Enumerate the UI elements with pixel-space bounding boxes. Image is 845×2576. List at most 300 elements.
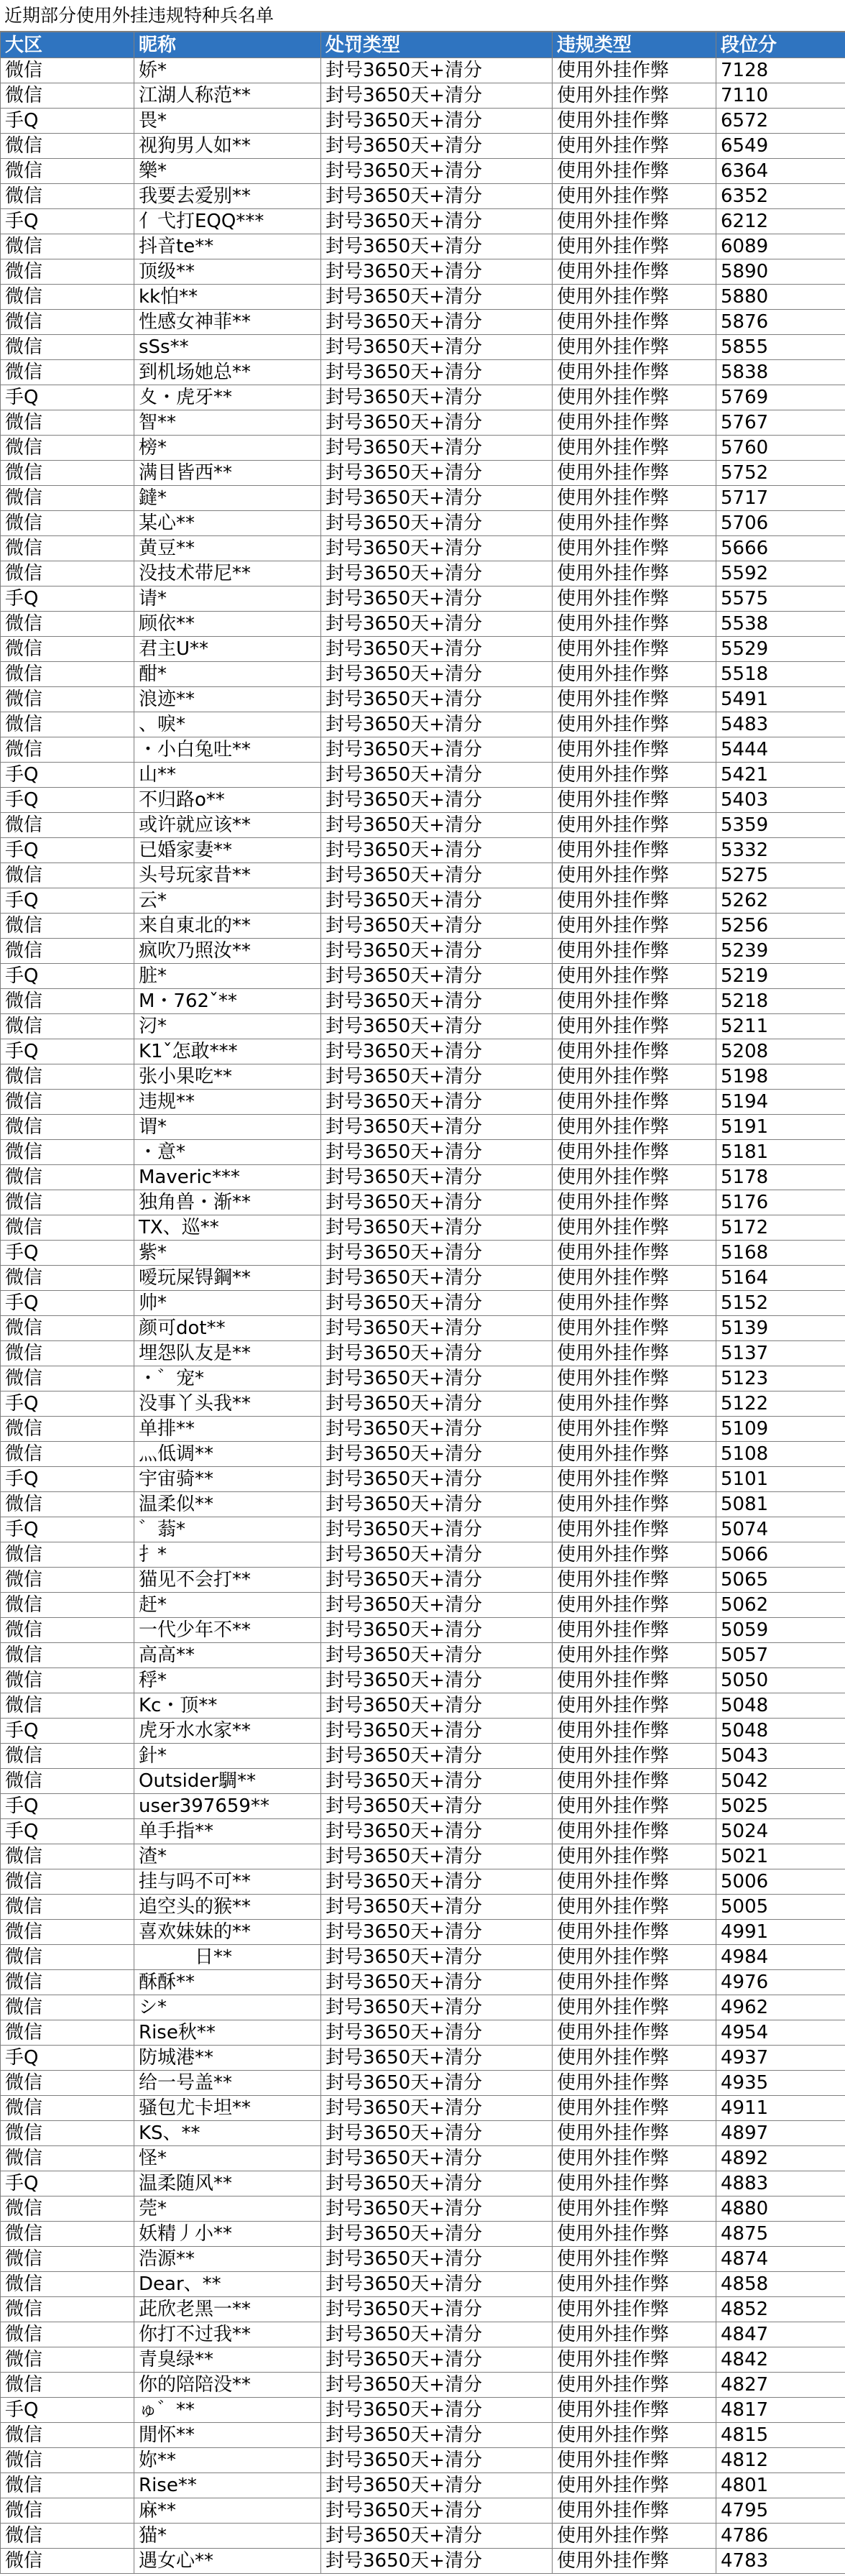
nickname-cell: Maveric***: [134, 1165, 321, 1190]
violation-cell: 使用外挂作弊: [553, 813, 716, 838]
nickname-cell: 已婚家妻**: [134, 838, 321, 863]
rank-score-cell: 5666: [716, 536, 845, 561]
nickname-cell: 我要去爱别**: [134, 184, 321, 209]
region-cell: 手Q: [1, 1291, 134, 1316]
rank-score-cell: 4795: [716, 2498, 845, 2524]
rank-score-cell: 4842: [716, 2347, 845, 2373]
table-row: [1, 259, 845, 285]
rank-score-cell: 6089: [716, 234, 845, 259]
table-row: [1, 2096, 845, 2121]
violation-cell: 使用外挂作弊: [553, 1417, 716, 1442]
penalty-cell: 封号3650天+清分: [321, 2423, 553, 2448]
table-row: [1, 1844, 845, 1869]
table-row: [1, 1995, 845, 2020]
region-cell: 微信: [1, 989, 134, 1014]
violation-cell: 使用外挂作弊: [553, 385, 716, 410]
nickname-cell: 猫*: [134, 2524, 321, 2549]
rank-score-cell: 4817: [716, 2398, 845, 2423]
violation-cell: 使用外挂作弊: [553, 1014, 716, 1039]
rank-score-cell: 5198: [716, 1064, 845, 1090]
region-cell: 微信: [1, 637, 134, 662]
penalty-cell: 封号3650天+清分: [321, 2071, 553, 2096]
penalty-cell: 封号3650天+清分: [321, 1090, 553, 1115]
region-cell: 微信: [1, 1115, 134, 1140]
penalty-cell: 封号3650天+清分: [321, 2247, 553, 2272]
table-row: [1, 1517, 845, 1542]
nickname-cell: 单排**: [134, 1417, 321, 1442]
rank-score-cell: 5332: [716, 838, 845, 863]
violation-cell: 使用外挂作弊: [553, 1316, 716, 1341]
region-cell: 微信: [1, 1215, 134, 1241]
rank-score-cell: 4883: [716, 2171, 845, 2196]
table-header-row: [1, 32, 845, 58]
violation-cell: 使用外挂作弊: [553, 285, 716, 310]
rank-score-cell: 7110: [716, 83, 845, 109]
nickname-cell: kk怕**: [134, 285, 321, 310]
penalty-cell: 封号3650天+清分: [321, 536, 553, 561]
rank-score-cell: 4937: [716, 2046, 845, 2071]
nickname-cell: 榜*: [134, 436, 321, 461]
rank-score-cell: 6549: [716, 134, 845, 159]
penalty-cell: 封号3650天+清分: [321, 2549, 553, 2574]
nickname-cell: 骚包尤卡坦**: [134, 2096, 321, 2121]
table-row: [1, 1165, 845, 1190]
nickname-cell: 没事丫头我**: [134, 1392, 321, 1417]
region-cell: 微信: [1, 1064, 134, 1090]
rank-score-cell: 4815: [716, 2423, 845, 2448]
penalty-cell: 封号3650天+清分: [321, 2398, 553, 2423]
table-row: [1, 234, 845, 259]
nickname-cell: 性感女神菲**: [134, 310, 321, 335]
nickname-cell: 温柔似**: [134, 1492, 321, 1517]
rank-score-cell: 4801: [716, 2473, 845, 2498]
nickname-cell: 遇女心**: [134, 2549, 321, 2574]
table-row: [1, 1744, 845, 1769]
violation-cell: 使用外挂作弊: [553, 2146, 716, 2171]
table-row: [1, 1668, 845, 1693]
rank-score-cell: 5717: [716, 486, 845, 511]
table-row: [1, 1064, 845, 1090]
table-row: [1, 2046, 845, 2071]
violation-cell: 使用外挂作弊: [553, 1593, 716, 1618]
rank-score-cell: 4962: [716, 1995, 845, 2020]
penalty-cell: 封号3650天+清分: [321, 1467, 553, 1492]
violation-cell: 使用外挂作弊: [553, 109, 716, 134]
nickname-cell: 云*: [134, 888, 321, 914]
table-row: [1, 2473, 845, 2498]
table-row: [1, 788, 845, 813]
region-cell: 微信: [1, 2423, 134, 2448]
nickname-cell: 紫*: [134, 1241, 321, 1266]
rank-score-cell: 5752: [716, 461, 845, 486]
region-cell: 微信: [1, 1920, 134, 1945]
violation-cell: 使用外挂作弊: [553, 788, 716, 813]
table-row: [1, 712, 845, 737]
table-row: [1, 2146, 845, 2171]
nickname-cell: 亻弋打EQQ***: [134, 209, 321, 234]
table-row: [1, 1895, 845, 1920]
header-nickname: 昵称: [134, 32, 321, 58]
region-cell: 手Q: [1, 788, 134, 813]
table-row: [1, 134, 845, 159]
nickname-cell: 埋怨队友是**: [134, 1341, 321, 1366]
violation-cell: 使用外挂作弊: [553, 1819, 716, 1844]
region-cell: 微信: [1, 612, 134, 637]
nickname-cell: 单手指**: [134, 1819, 321, 1844]
penalty-cell: 封号3650天+清分: [321, 385, 553, 410]
nickname-cell: 宇宙骑**: [134, 1467, 321, 1492]
table-row: [1, 2071, 845, 2096]
rank-score-cell: 4991: [716, 1920, 845, 1945]
nickname-cell: 酣*: [134, 662, 321, 687]
penalty-cell: 封号3650天+清分: [321, 2196, 553, 2222]
region-cell: 手Q: [1, 1241, 134, 1266]
region-cell: 微信: [1, 234, 134, 259]
penalty-cell: 封号3650天+清分: [321, 561, 553, 586]
rank-score-cell: 7128: [716, 58, 845, 83]
region-cell: 微信: [1, 1970, 134, 1995]
nickname-cell: 没技术带尼**: [134, 561, 321, 586]
table-row: [1, 1266, 845, 1291]
table-row: [1, 1291, 845, 1316]
table-row: [1, 1769, 845, 1794]
region-cell: 微信: [1, 687, 134, 712]
nickname-cell: M・762ˇ**: [134, 989, 321, 1014]
region-cell: 微信: [1, 1895, 134, 1920]
table-row: [1, 1442, 845, 1467]
nickname-cell: 你的陪陪没**: [134, 2373, 321, 2398]
penalty-cell: 封号3650天+清分: [321, 1316, 553, 1341]
table-row: [1, 335, 845, 360]
penalty-cell: 封号3650天+清分: [321, 1819, 553, 1844]
region-cell: 微信: [1, 1995, 134, 2020]
region-cell: 手Q: [1, 1467, 134, 1492]
nickname-cell: Outsider騆**: [134, 1769, 321, 1794]
violation-cell: 使用外挂作弊: [553, 863, 716, 888]
nickname-cell: 夊・虎牙**: [134, 385, 321, 410]
nickname-cell: 疯吹乃照汝**: [134, 939, 321, 964]
penalty-cell: 封号3650天+清分: [321, 637, 553, 662]
region-cell: 微信: [1, 1593, 134, 1618]
nickname-cell: 嗳玩屎锝鋼**: [134, 1266, 321, 1291]
region-cell: 微信: [1, 1090, 134, 1115]
penalty-cell: 封号3650天+清分: [321, 410, 553, 436]
violation-cell: 使用外挂作弊: [553, 461, 716, 486]
penalty-cell: 封号3650天+清分: [321, 1241, 553, 1266]
region-cell: 微信: [1, 58, 134, 83]
table-row: [1, 1593, 845, 1618]
nickname-cell: 请*: [134, 586, 321, 612]
nickname-cell: 閒怀**: [134, 2423, 321, 2448]
penalty-cell: 封号3650天+清分: [321, 838, 553, 863]
table-row: [1, 763, 845, 788]
violation-cell: 使用外挂作弊: [553, 1140, 716, 1165]
table-row: [1, 1417, 845, 1442]
penalty-cell: 封号3650天+清分: [321, 788, 553, 813]
region-cell: 微信: [1, 2196, 134, 2222]
violation-cell: 使用外挂作弊: [553, 335, 716, 360]
table-row: [1, 1719, 845, 1744]
penalty-cell: 封号3650天+清分: [321, 1593, 553, 1618]
violation-table: [0, 32, 845, 2574]
region-cell: 手Q: [1, 2046, 134, 2071]
nickname-cell: 扌*: [134, 1542, 321, 1568]
violation-cell: 使用外挂作弊: [553, 2222, 716, 2247]
nickname-cell: 渣*: [134, 1844, 321, 1869]
region-cell: 微信: [1, 1442, 134, 1467]
penalty-cell: 封号3650天+清分: [321, 737, 553, 763]
violation-cell: 使用外挂作弊: [553, 1492, 716, 1517]
nickname-cell: 帅*: [134, 1291, 321, 1316]
violation-cell: 使用外挂作弊: [553, 2297, 716, 2322]
region-cell: 手Q: [1, 1794, 134, 1819]
violation-cell: 使用外挂作弊: [553, 737, 716, 763]
table-row: [1, 989, 845, 1014]
rank-score-cell: 5880: [716, 285, 845, 310]
violation-cell: 使用外挂作弊: [553, 1945, 716, 1970]
rank-score-cell: 5838: [716, 360, 845, 385]
violation-cell: 使用外挂作弊: [553, 1064, 716, 1090]
table-row: [1, 838, 845, 863]
penalty-cell: 封号3650天+清分: [321, 2020, 553, 2046]
region-cell: 微信: [1, 2322, 134, 2347]
nickname-cell: 汈*: [134, 1014, 321, 1039]
header-violation: 违规类型: [553, 32, 716, 58]
rank-score-cell: 5081: [716, 1492, 845, 1517]
penalty-cell: 封号3650天+清分: [321, 1366, 553, 1392]
violation-cell: 使用外挂作弊: [553, 436, 716, 461]
penalty-cell: 封号3650天+清分: [321, 1693, 553, 1719]
table-row: [1, 2498, 845, 2524]
violation-cell: 使用外挂作弊: [553, 1291, 716, 1316]
rank-score-cell: 5057: [716, 1643, 845, 1668]
penalty-cell: 封号3650天+清分: [321, 1568, 553, 1593]
table-row: [1, 461, 845, 486]
region-cell: 微信: [1, 1492, 134, 1517]
penalty-cell: 封号3650天+清分: [321, 2096, 553, 2121]
table-row: [1, 83, 845, 109]
table-row: [1, 1039, 845, 1064]
nickname-cell: 顶级**: [134, 259, 321, 285]
nickname-cell: 麻**: [134, 2498, 321, 2524]
violation-cell: 使用外挂作弊: [553, 1165, 716, 1190]
region-cell: 微信: [1, 914, 134, 939]
violation-cell: 使用外挂作弊: [553, 1215, 716, 1241]
rank-score-cell: 5191: [716, 1115, 845, 1140]
violation-cell: 使用外挂作弊: [553, 712, 716, 737]
region-cell: 手Q: [1, 763, 134, 788]
table-row: [1, 285, 845, 310]
penalty-cell: 封号3650天+清分: [321, 2373, 553, 2398]
penalty-cell: 封号3650天+清分: [321, 2222, 553, 2247]
region-cell: 微信: [1, 2448, 134, 2473]
violation-cell: 使用外挂作弊: [553, 1643, 716, 1668]
violation-cell: 使用外挂作弊: [553, 234, 716, 259]
table-row: [1, 1316, 845, 1341]
violation-cell: 使用外挂作弊: [553, 1970, 716, 1995]
table-row: [1, 1341, 845, 1366]
rank-score-cell: 5491: [716, 687, 845, 712]
rank-score-cell: 4911: [716, 2096, 845, 2121]
penalty-cell: 封号3650天+清分: [321, 1442, 553, 1467]
nickname-cell: 茈欣老黑一**: [134, 2297, 321, 2322]
table-row: [1, 2121, 845, 2146]
violation-cell: 使用外挂作弊: [553, 1668, 716, 1693]
region-cell: 微信: [1, 1542, 134, 1568]
table-row: [1, 1568, 845, 1593]
region-cell: 手Q: [1, 2398, 134, 2423]
nickname-cell: Dear、**: [134, 2272, 321, 2297]
nickname-cell: 防城港**: [134, 2046, 321, 2071]
violation-cell: 使用外挂作弊: [553, 1769, 716, 1794]
nickname-cell: K1ˇ怎敢***: [134, 1039, 321, 1064]
table-row: [1, 2322, 845, 2347]
violation-cell: 使用外挂作弊: [553, 2473, 716, 2498]
penalty-cell: 封号3650天+清分: [321, 2498, 553, 2524]
violation-cell: 使用外挂作弊: [553, 1568, 716, 1593]
violation-cell: 使用外挂作弊: [553, 1719, 716, 1744]
penalty-cell: 封号3650天+清分: [321, 2121, 553, 2146]
region-cell: 微信: [1, 863, 134, 888]
violation-cell: 使用外挂作弊: [553, 2272, 716, 2297]
rank-score-cell: 5211: [716, 1014, 845, 1039]
nickname-cell: 你打不过我**: [134, 2322, 321, 2347]
region-cell: 微信: [1, 2146, 134, 2171]
nickname-cell: 莞*: [134, 2196, 321, 2222]
penalty-cell: 封号3650天+清分: [321, 1190, 553, 1215]
table-row: [1, 486, 845, 511]
region-cell: 微信: [1, 662, 134, 687]
nickname-cell: 来自東北的**: [134, 914, 321, 939]
nickname-cell: 、唳*: [134, 712, 321, 737]
violation-cell: 使用外挂作弊: [553, 2524, 716, 2549]
penalty-cell: 封号3650天+清分: [321, 1895, 553, 1920]
region-cell: 手Q: [1, 2171, 134, 2196]
table-row: [1, 2171, 845, 2196]
region-cell: 微信: [1, 2473, 134, 2498]
penalty-cell: 封号3650天+清分: [321, 1844, 553, 1869]
rank-score-cell: 5048: [716, 1693, 845, 1719]
nickname-cell: 到机场她总**: [134, 360, 321, 385]
violation-cell: 使用外挂作弊: [553, 2373, 716, 2398]
penalty-cell: 封号3650天+清分: [321, 1014, 553, 1039]
region-cell: 微信: [1, 1165, 134, 1190]
region-cell: 手Q: [1, 586, 134, 612]
region-cell: 微信: [1, 1417, 134, 1442]
rank-score-cell: 5218: [716, 989, 845, 1014]
rank-score-cell: 5239: [716, 939, 845, 964]
penalty-cell: 封号3650天+清分: [321, 1039, 553, 1064]
penalty-cell: 封号3650天+清分: [321, 1064, 553, 1090]
table-row: [1, 1366, 845, 1392]
nickname-cell: 黄豆**: [134, 536, 321, 561]
table-row: [1, 2247, 845, 2272]
violation-cell: 使用外挂作弊: [553, 1366, 716, 1392]
violation-cell: 使用外挂作弊: [553, 310, 716, 335]
violation-cell: 使用外挂作弊: [553, 2096, 716, 2121]
region-cell: 微信: [1, 259, 134, 285]
table-row: [1, 436, 845, 461]
violation-cell: 使用外挂作弊: [553, 2322, 716, 2347]
region-cell: 微信: [1, 436, 134, 461]
region-cell: 微信: [1, 2071, 134, 2096]
rank-score-cell: 5074: [716, 1517, 845, 1542]
nickname-cell: 挂与吗不可**: [134, 1869, 321, 1895]
table-row: [1, 637, 845, 662]
region-cell: 微信: [1, 2121, 134, 2146]
nickname-cell: 針*: [134, 1744, 321, 1769]
table-row: [1, 1467, 845, 1492]
rank-score-cell: 5109: [716, 1417, 845, 1442]
region-cell: 微信: [1, 1316, 134, 1341]
penalty-cell: 封号3650天+清分: [321, 360, 553, 385]
rank-score-cell: 4875: [716, 2222, 845, 2247]
violation-cell: 使用外挂作弊: [553, 360, 716, 385]
rank-score-cell: 5208: [716, 1039, 845, 1064]
nickname-cell: 违规**: [134, 1090, 321, 1115]
violation-cell: 使用外挂作弊: [553, 1241, 716, 1266]
violation-cell: 使用外挂作弊: [553, 662, 716, 687]
region-cell: 手Q: [1, 964, 134, 989]
violation-cell: 使用外挂作弊: [553, 1266, 716, 1291]
nickname-cell: KS、**: [134, 2121, 321, 2146]
region-cell: 微信: [1, 939, 134, 964]
nickname-cell: 头号玩家昔**: [134, 863, 321, 888]
penalty-cell: 封号3650天+清分: [321, 310, 553, 335]
penalty-cell: 封号3650天+清分: [321, 436, 553, 461]
region-cell: 微信: [1, 335, 134, 360]
penalty-cell: 封号3650天+清分: [321, 1341, 553, 1366]
table-row: [1, 2524, 845, 2549]
violation-cell: 使用外挂作弊: [553, 58, 716, 83]
nickname-cell: 不归路o**: [134, 788, 321, 813]
violation-cell: 使用外挂作弊: [553, 586, 716, 612]
penalty-cell: 封号3650天+清分: [321, 1945, 553, 1970]
penalty-cell: 封号3650天+清分: [321, 1140, 553, 1165]
region-cell: 微信: [1, 712, 134, 737]
table-row: [1, 1819, 845, 1844]
violation-cell: 使用外挂作弊: [553, 1693, 716, 1719]
region-cell: 微信: [1, 1190, 134, 1215]
penalty-cell: 封号3650天+清分: [321, 888, 553, 914]
table-row: [1, 1215, 845, 1241]
violation-cell: 使用外挂作弊: [553, 2020, 716, 2046]
nickname-cell: 视狗男人如**: [134, 134, 321, 159]
rank-score-cell: 5575: [716, 586, 845, 612]
violation-cell: 使用外挂作弊: [553, 1392, 716, 1417]
violation-cell: 使用外挂作弊: [553, 2347, 716, 2373]
penalty-cell: 封号3650天+清分: [321, 461, 553, 486]
penalty-cell: 封号3650天+清分: [321, 914, 553, 939]
region-cell: 微信: [1, 511, 134, 536]
rank-score-cell: 5767: [716, 410, 845, 436]
rank-score-cell: 5403: [716, 788, 845, 813]
table-row: [1, 1618, 845, 1643]
nickname-cell: 赶*: [134, 1593, 321, 1618]
rank-score-cell: 5043: [716, 1744, 845, 1769]
rank-score-cell: 5483: [716, 712, 845, 737]
violation-cell: 使用外挂作弊: [553, 1794, 716, 1819]
nickname-cell: 满目皆西**: [134, 461, 321, 486]
region-cell: 微信: [1, 1668, 134, 1693]
region-cell: 微信: [1, 737, 134, 763]
violation-cell: 使用外挂作弊: [553, 2196, 716, 2222]
nickname-cell: ゛蓊*: [134, 1517, 321, 1542]
nickname-cell: 张小果吃**: [134, 1064, 321, 1090]
violation-cell: 使用外挂作弊: [553, 1341, 716, 1366]
region-cell: 微信: [1, 2549, 134, 2574]
violation-cell: 使用外挂作弊: [553, 2448, 716, 2473]
